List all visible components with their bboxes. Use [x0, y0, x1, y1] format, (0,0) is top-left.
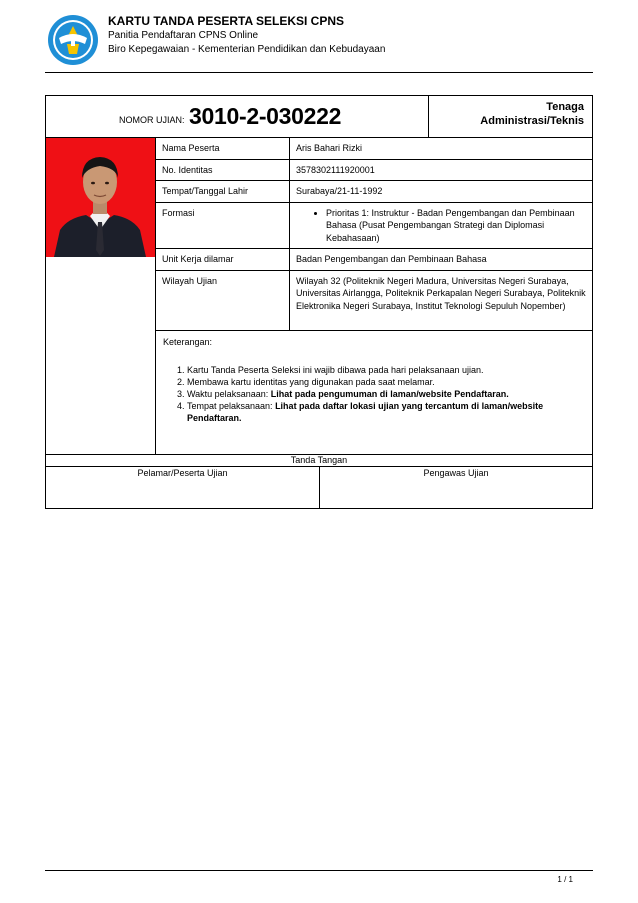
tut-wuri-handayani-logo-icon: [47, 14, 99, 66]
header-divider: [45, 72, 593, 73]
document-title: KARTU TANDA PESERTA SELEKSI CPNS: [108, 14, 345, 28]
participant-photo: [46, 138, 155, 257]
table-row: [156, 181, 592, 203]
exam-number-bar: [46, 96, 592, 138]
exam-bar-divider: [428, 96, 429, 137]
note-item-4: [187, 400, 583, 424]
footer-divider: [45, 870, 593, 871]
note-item-4-bold: Lihat pada daftar lokasi ujian yang tercantum di laman/website Pendaftaran.: [187, 401, 544, 423]
signature-section: [46, 454, 592, 509]
formation-cell: [290, 202, 593, 249]
document-header: [108, 14, 385, 57]
signature-supervisor-label: Pengawas Ujian: [423, 468, 489, 478]
birth-value: Surabaya/21-11-1992: [290, 181, 593, 203]
birth-label: Tempat/Tanggal Lahir: [156, 181, 290, 203]
formation-value: • Prioritas 1: Instruktur - Badan Pengembangan dan Pembinaan Bahasa (Pusat Pengembangan Strategi dan Diplomasi Kebahasaan): [326, 207, 586, 245]
region-label: Wilayah Ujian: [156, 270, 290, 330]
document-subtitle-committee: Panitia Pendaftaran CPNS Online: [108, 30, 259, 41]
table-row: [156, 159, 592, 181]
notes-title: Keterangan:: [163, 337, 213, 347]
note-item-2: 2. Membawa kartu identitas yang digunakan pada saat melamar.: [187, 376, 583, 388]
table-row: [156, 270, 592, 330]
table-row: [156, 202, 592, 249]
region-value: Wilayah 32 (Politeknik Negeri Madura, Universitas Negeri Surabaya, Universitas Airlangga, Politeknik Perkapalan Negeri Surabaya, Politeknik Elektronika Negeri Surabaya, Institut Teknologi Sepuluh Nopember): [290, 270, 593, 330]
id-value: 3578302111920001: [290, 159, 593, 181]
signature-title: Tanda Tangan: [46, 455, 592, 467]
formation-type-line2: Administrasi/Teknis: [480, 115, 584, 127]
table-row: [156, 249, 592, 271]
note-item-3: [187, 388, 583, 400]
name-value: Aris Bahari Rizki: [290, 138, 593, 159]
notes-section: [163, 336, 583, 424]
unit-value: Badan Pengembangan dan Pembinaan Bahasa: [290, 249, 593, 271]
table-row: [156, 138, 592, 159]
formation-label: Formasi: [156, 202, 290, 249]
exam-number-label: NOMOR UJIAN:: [119, 115, 185, 125]
formation-type-line1: Tenaga: [546, 101, 584, 113]
note-item-3-bold: Lihat pada pengumuman di laman/website Pendaftaran.: [270, 389, 509, 399]
participant-card: [45, 95, 593, 509]
formation-type: [434, 100, 584, 128]
id-label: No. Identitas: [156, 159, 290, 181]
note-item-1: 1. Kartu Tanda Peserta Seleksi ini wajib dibawa pada hari pelaksanaan ujian.: [187, 364, 583, 376]
unit-label: Unit Kerja dilamar: [156, 249, 290, 271]
note-item-3-prefix: Waktu pelaksanaan:: [187, 389, 271, 399]
signature-applicant-label: Pelamar/Peserta Ujian: [137, 468, 228, 478]
name-label: Nama Peserta: [156, 138, 290, 159]
document-subtitle-bureau: Biro Kepegawaian - Kementerian Pendidikan dan Kebudayaan: [108, 44, 386, 55]
note-item-4-prefix: Tempat pelaksanaan:: [187, 401, 276, 411]
exam-number-value: 3010-2-030222: [189, 103, 342, 129]
participant-info-table: [156, 138, 592, 331]
page-number: 1 / 1: [557, 875, 573, 884]
